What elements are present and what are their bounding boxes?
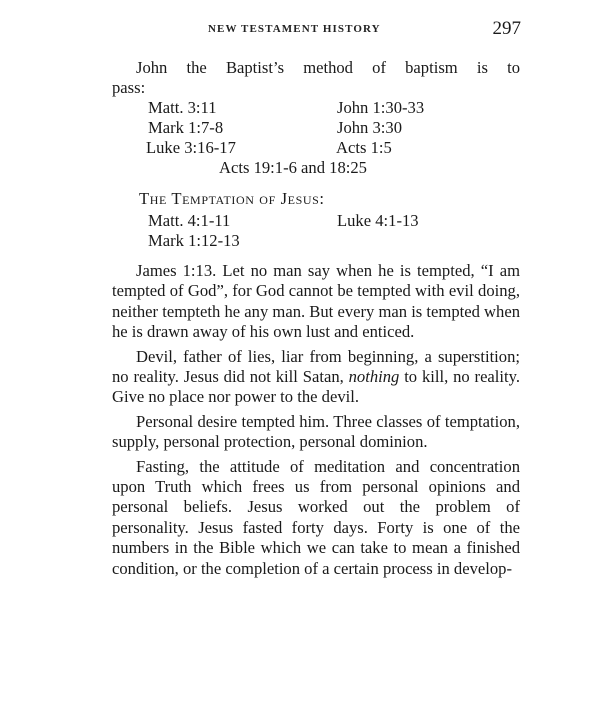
- paragraph-devil: [112, 347, 520, 408]
- temptation-heading: The Temptation of Jesus:: [139, 189, 325, 208]
- ref-luke-4-1: Luke 4:1-13: [337, 211, 419, 230]
- paragraph-fasting: Fasting, the attitude of meditation and concentration upon Truth which frees us from personal opinions and personal beliefs. Jesus worked out the problem of personality. Jesus fasted forty days. Forty is one of the numbers in the Bible which we can take to mean a finished condition, or the completion of a certain process in develop-: [112, 456, 520, 578]
- devil-text-2: to kill, no reality. Give no place nor power to the devil.: [112, 367, 520, 407]
- ref-mark-1-12: Mark 1:12-13: [148, 231, 240, 250]
- baptism-intro-line2: pass:: [112, 78, 146, 98]
- page-number: 297: [492, 18, 521, 39]
- ref-acts-19: Acts 19:1-6 and 18:25: [219, 158, 367, 177]
- ref-mark-1-7: Mark 1:7-8: [148, 118, 224, 137]
- devil-text-1: Devil, father of lies, liar from beginning, a superstition; no reality. Jesus did not kill Satan,: [112, 346, 520, 387]
- ref-luke-3-16: Luke 3:16-17: [146, 138, 236, 157]
- ref-matt-3-11: Matt. 3:11: [148, 98, 217, 117]
- ref-john-3-30: John 3:30: [337, 118, 402, 137]
- baptism-intro: [112, 58, 520, 99]
- paragraph-james: James 1:13. Let no man say when he is tempted, “I am tempted of God”, for God cannot be tempted with evil doing, neither tempteth he any man. But every man is tempted when he is drawn away of his own lust and enticed.: [112, 261, 520, 342]
- ref-matt-4-1: Matt. 4:1-11: [148, 211, 231, 230]
- running-title: NEW TESTAMENT HISTORY: [208, 23, 381, 35]
- ref-acts-1-5: Acts 1:5: [336, 138, 392, 157]
- baptism-intro-line1: John the Baptist’s method of baptism is to: [136, 58, 520, 77]
- devil-emphasis: nothing: [348, 367, 400, 387]
- ref-john-1-30: John 1:30-33: [337, 98, 425, 117]
- body-text: [112, 261, 520, 579]
- paragraph-personal-desire: Personal desire tempted him. Three classes of temptation, supply, personal protection, personal dominion.: [112, 411, 520, 452]
- page-header: [108, 18, 521, 44]
